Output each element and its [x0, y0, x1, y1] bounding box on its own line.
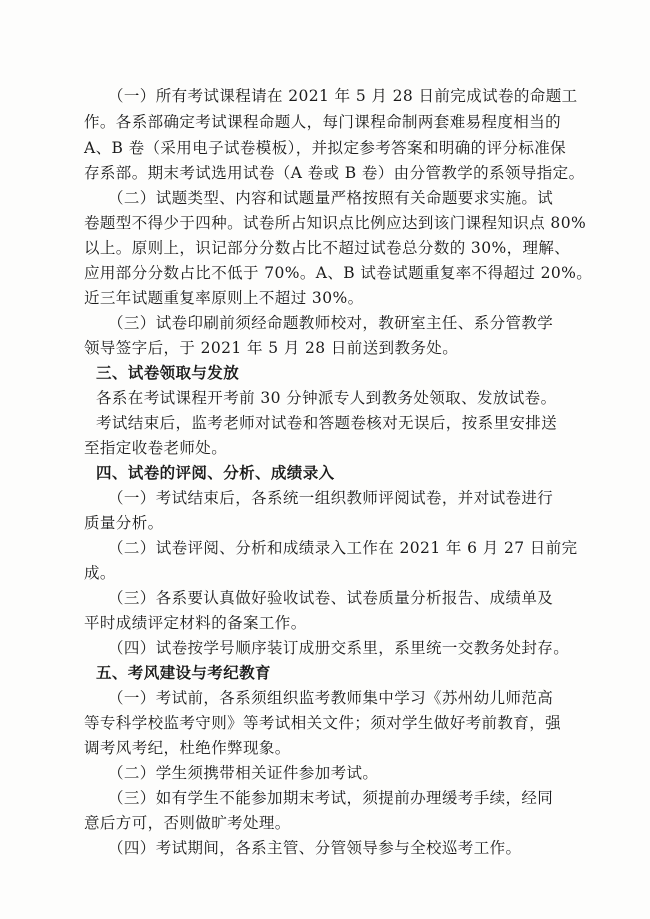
section-heading: 五、考风建设与考纪教育 — [96, 664, 271, 682]
section-heading: 三、试卷领取与发放 — [96, 364, 240, 382]
text-line: 以上。原则上，识记部分分数占比不超过试卷总分数的 30%，理解、 — [84, 239, 571, 257]
text-line: 成。 — [84, 564, 116, 582]
text-line: （三）如有学生不能参加期末考试，须提前办理缓考手续，经同 — [108, 789, 554, 807]
text-line: 考试结束后，监考老师对试卷和答题卷核对无误后，按系里安排送 — [96, 414, 558, 432]
text-line: 卷题型不得少于四种。试卷所占知识点比例应达到该门课程知识点 80% — [84, 214, 587, 232]
text-line: （三）试卷印刷前须经命题教师校对，教研室主任、系分管教学 — [108, 314, 554, 332]
text-line: 质量分析。 — [84, 514, 164, 532]
text-line: 近三年试题重复率原则上不超过 30%。 — [84, 289, 364, 307]
text-line: 作。各系部确定考试课程命题人，每门课程命制两套难易程度相当的 — [84, 113, 562, 131]
text-line: 至指定收卷老师处。 — [84, 439, 228, 457]
text-line: 各系在考试课程开考前 30 分钟派专人到教务处领取、发放试卷。 — [96, 389, 557, 407]
text-line: 意后方可，否则做旷考处理。 — [84, 814, 291, 832]
text-line: 存系部。期末考试选用试卷（A 卷或 B 卷）由分管教学的系领导指定。 — [84, 164, 585, 182]
text-line: （三）各系要认真做好验收试卷、试卷质量分析报告、成绩单及 — [108, 589, 554, 607]
text-line: （一）考试结束后，各系统一组织教师评阅试卷，并对试卷进行 — [108, 489, 554, 507]
text-line: （一）所有考试课程请在 2021 年 5 月 28 日前完成试卷的命题工 — [108, 87, 578, 105]
text-line: （四）考试期间，各系主管、分管领导参与全校巡考工作。 — [108, 839, 522, 857]
text-line: （四）试卷按学号顺序装订成册交系里，系里统一交教务处封存。 — [108, 639, 570, 657]
section-heading: 四、试卷的评阅、分析、成绩录入 — [96, 464, 335, 482]
text-line: （二）试卷评阅、分析和成绩录入工作在 2021 年 6 月 27 日前完 — [108, 539, 578, 557]
text-line: A、B 卷（采用电子试卷模板），并拟定参考答案和明确的评分标准保 — [84, 139, 567, 157]
text-line: 调考风考纪，杜绝作弊现象。 — [84, 739, 291, 757]
text-line: 等专科学校监考守则》等考试相关文件；须对学生做好考前教育，强 — [84, 714, 562, 732]
text-line: （一）考试前，各系须组织监考教师集中学习《苏州幼儿师范高 — [108, 689, 554, 707]
text-line: 领导签字后，于 2021 年 5 月 28 日前送到教务处。 — [84, 339, 459, 357]
text-line: （二）试题类型、内容和试题量严格按照有关命题要求实施。试 — [108, 189, 554, 207]
text-line: 平时成绩评定材料的备案工作。 — [84, 614, 307, 632]
text-line: （二）学生须携带相关证件参加考试。 — [108, 764, 379, 782]
text-line: 应用部分分数占比不低于 70%。A、B 试卷试题重复率不得超过 20%。 — [84, 264, 593, 282]
